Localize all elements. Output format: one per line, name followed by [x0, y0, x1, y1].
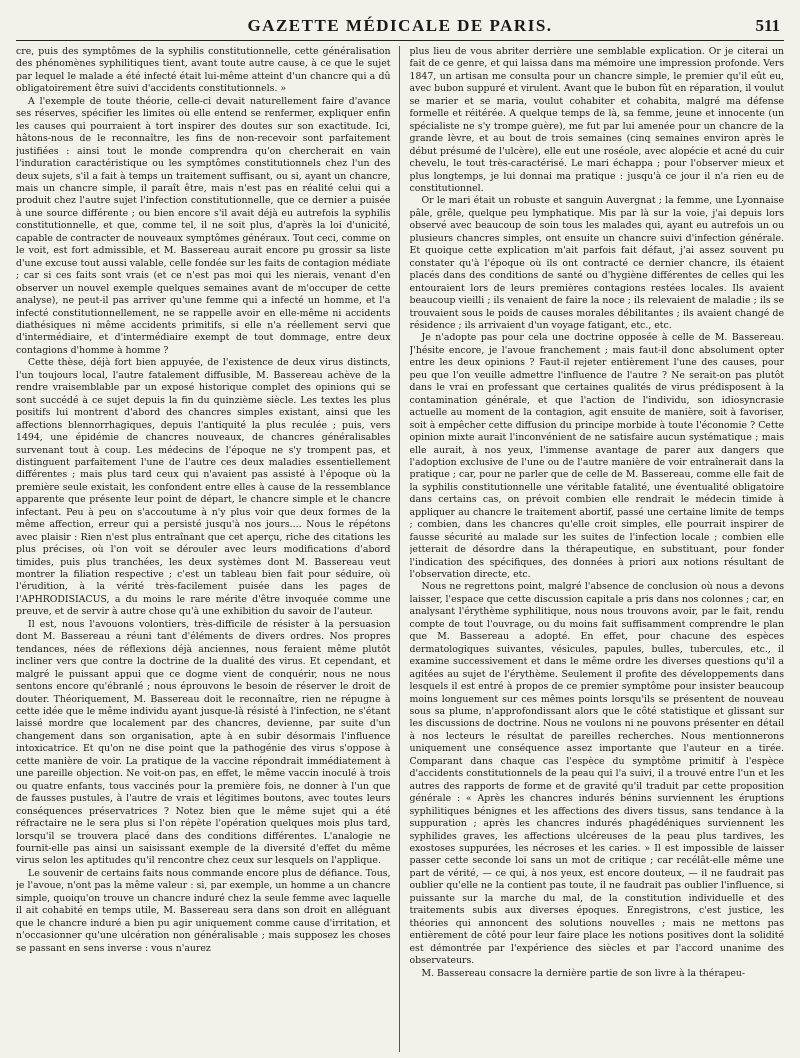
left-column — [16, 46, 400, 1052]
text-columns — [16, 46, 784, 1052]
paragraph: A l'exemple de toute théorie, celle-ci devait naturellement faire d'avance ses réserves, spécifier les limites où elle entend se renfermer, expliquer enfin les causes qui pourraient à tort inspirer des doutes sur son exactitude. Ici, hâtons-nous de le reconnaître, les fins de non-recevoir sont parfaitement justifiées : ainsi tout le monde comprendra qu'on chercherait en vain l'induration caractéristique ou les symptômes constitutionnels chez l'un des deux sujets, s'il a fait à temps un traitement suffisant, ou si, ayant un chancre, mais un chancre simple, il paraît être, mais n'est pas en réalité celui qui a produit chez l'autre sujet l'infection constitutionnelle, que ce dernier a puisée à une source différente ; ou bien encore s'il avait déjà eu autrefois la syphilis constitutionnelle, et que, comme tel, il ne soit plus, d'après la loi d'unicité, capable de contracter de nouveaux symptômes généraux. Tout ceci, comme on le voit, est fort admissible, et M. Bassereau aurait encore pu grossir sa liste d'une excuse tout aussi valable, celle fondée sur les faits de contagion médiate ; car si ces faits sont vrais (et ce n'est pas moi qui les nierais, venant d'en observer un nouvel exemple quelques semaines avant de m'occuper de cette analyse), ne peut-il pas arriver qu'une femme qui a infecté un homme, et l'a infecté constitutionnellement, ne se rappelle avoir en elle-même ni accidents diathésiques ni même accidents primitifs, si elle n'a réellement servi que d'intermédiaire, et d'intermédiaire exempt de tout dommage, entre deux contagions d'homme à homme ? — [16, 95, 391, 356]
paragraph: Le souvenir de certains faits nous commande encore plus de défiance. Tous, je l'avoue, n'ont pas la même valeur : si, par exemple, un homme a un chancre simple, quoiqu'on trouve un chancre induré chez la seule femme avec laquelle il ait cohabité en temps utile, M. Bassereau sera dans son droit en alléguant que le chancre induré a bien pu agir uniquement comme cause d'irritation, et n'occasionner qu'une ulcération non généralisable ; mais supposez les choses se passant en sens inverse : vous n'aurez — [16, 867, 391, 954]
page-number: 511 — [755, 16, 780, 35]
right-column — [410, 46, 785, 1052]
paragraph: Cette thèse, déjà fort bien appuyée, de l'existence de deux virus distincts, l'un toujours local, l'autre fatalement diffusible, M. Bassereau achève de la rendre vraisemblable par un exposé historique complet des opinions qui se sont succédé à ce sujet depuis la fin du quinzième siècle. Les textes les plus positifs lui montrent d'abord des chancres simples existant, ainsi que les affections blennorrhagiques, depuis l'antiquité la plus reculée ; puis, vers 1494, une épidémie de chancres nouveaux, de chancres généralisables survenant tout à coup. Les médecins de l'époque ne s'y trompent pas, et distinguent parfaitement l'une de l'autre ces deux maladies essentiellement différentes ; mais plus tard ceux qui n'avaient pas assisté à l'époque où la première seule existait, les confondent entre elles à cause de la ressemblance apparente que présente leur point de départ, le chancre simple et le chancre infectant. Peu à peu on s'accoutume à n'y plus voir que deux formes de la même affection, erreur qui a persisté jusqu'à nos jours.... Nous le répétons avec plaisir : Rien n'est plus entraînant que cet aperçu, riche des citations les plus précises, où l'on voit se dérouler avec leurs modifications d'abord timides, puis plus tranchées, les deux systèmes dont M. Bassereau veut montrer la filiation respective ; c'est un tableau bien fait pour séduire, où l'érudition, à la vérité très-facilement puisée dans les pages de l'APHRODISIACUS, a du moins le rare mérite d'être invoquée comme une preuve, et de servir à autre chose qu'à une exhibition du savoir de l'auteur. — [16, 357, 391, 618]
paragraph: Nous ne regrettons point, malgré l'absence de conclusion où nous a devons laisser, l'espace que cette discussion capitale a pris dans nos colonnes ; car, en analysant l'érythème syphilitique, nous nous trouvons avoir, par le fait, rendu compte de tout l'ouvrage, ou du moins fait suffisamment comprendre le plan que M. Bassereau a adopté. En effet, pour chacune des espèces dermatologiques suivantes, vésicules, papules, bulles, tubercules, etc., il examine successivement et dans le même ordre les diverses questions qu'il a agitées au sujet de l'érythème. Seulement il profite des développements dans lesquels il est entré à propos de ce premier symptôme pour insister beaucoup moins longuement sur ces mêmes points lorsqu'ils se présentent de nouveau sous sa plume, n'approfondissant alors que le côté statistique et glissant sur les discussions de doctrine. Nous ne voulons ni ne pouvons présenter en détail à nos lecteurs le résultat de pareilles recherches. Nous mentionnerons uniquement une conséquence assez importante que l'auteur en a tirée. Comparant dans chaque cas l'espèce du symptôme primitif à l'espèce d'accidents constitutionnels de la peau qui l'a suivi, il a trouvé entre l'un et les autres des rapports de forme et de gravité qu'il traduit par cette proposition générale : « Après les chancres indurés bénins surviennent les éruptions syphilitiques bénignes et les affections des divers tissus, sans tendance à la suppuration ; après les chancres indurés phagédéniques surviennent les syphilides graves, les affections ulcéreuses de la peau plus tardives, les exostoses suppurées, les nécroses et les caries. » Il est impossible de laisser passer cette seconde loi sans un mot de critique ; car recélât-elle même une part de vérité, — ce qui, à nos yeux, est encore douteux, — il ne faudrait pas oublier qu'elle ne la contient pas toute, il ne faudrait pas oublier l'influence, si puissante sur la marche du mal, de la constitution individuelle et des traitements subis aux diverses époques. Enregistrons, c'est justice, les théories qui annoncent des solutions nouvelles ; mais ne mettons pas entièrement de côté pour leur faire place les notions positives dont la solidité est démontrée par l'expérience des siècles et par l'accord unanime des observateurs. — [409, 581, 784, 967]
journal-title: GAZETTE MÉDICALE DE PARIS. — [247, 16, 553, 35]
paragraph: plus lieu de vous abriter derrière une semblable explication. Or je citerai un fait de ce genre, et qui laissa dans ma mémoire une impression profonde. Vers 1847, un artisan me consulta pour un chancre simple, le premier qu'il eût eu, avec bubon suppuré et virulent. Avant que le bubon fût en réparation, il voulut se marier et se maria, voulut cohabiter et cohabita, malgré ma défense formelle et réitérée. A quelque temps de là, sa femme, jeune et innocente (un spécialiste ne s'y trompe guère), me fut par lui amenée pour un chancre de la grande lèvre, et au bout de trois semaines (cinq semaines environ après le début présumé de l'ulcère), elle eut une roséole, avec alopécie et acné du cuir chevelu, le tout très-caractérisé. Le mari échappa ; pour l'observer mieux et plus longtemps, je lui donnai ma pratique : jusqu'à ce jour il n'a rien eu de constitutionnel. — [409, 46, 784, 194]
paragraph: Or le mari était un robuste et sanguin Auvergnat ; la femme, une Lyonnaise pâle, grêle, quelque peu lymphatique. Mis par là sur la voie, j'ai depuis lors observé avec beaucoup de soin tous les malades qui, ayant eu autrefois un ou plusieurs chancres simples, ont ensuite un chancre suivi d'infection générale. Et quoique cette explication m'ait parfois fait défaut, j'ai assez souvent pu constater qu'à l'époque où ils ont contracté ce dernier chancre, ils étaient placés dans des conditions de santé ou d'hygiène différentes de celles qui les entouraient lors de leurs premières contagions restées locales. Ils avaient beaucoup vieilli ; ils venaient de faire la noce ; ils relevaient de maladie ; ils se trouvaient sous le poids de causes morales débilitantes ; ils avaient changé de résidence ; ils arrivaient d'un voyage fatigant, etc., etc. — [409, 195, 784, 331]
running-header — [16, 14, 784, 41]
paragraph: cre, puis des symptômes de la syphilis constitutionnelle, cette généralisation des phénomènes syphilitiques tient, avant toute autre cause, à ce que le sujet par lequel le malade a été infecté était lui-même atteint d'un chancre qui a dû obligatoirement être suivi d'accidents constitutionnels. » — [16, 46, 391, 95]
paragraph: Je n'adopte pas pour cela une doctrine opposée à celle de M. Bassereau. J'hésite encore, je l'avoue franchement ; mais faut-il donc absolument opter entre les deux opinions ? Faut-il rejeter entièrement l'une des causes, pour peu que l'on veuille admettre l'influence de l'autre ? Ne serait-on pas plutôt dans le vrai en professant que certaines qualités de virus prédisposent à la contamination générale, et que l'action de l'individu, son idiosyncrasie actuelle au moment de la contagion, agit ensuite de manière, soit à favoriser, soit à empêcher cette diffusion du principe morbide à toute l'économie ? Cette opinion mixte aurait l'inconvénient de ne satisfaire aucun systématique ; mais elle aurait, à nos yeux, l'immense avantage de parer aux dangers que l'adoption exclusive de l'une ou de l'autre manière de voir entraînerait dans la pratique ; car, pour ne parler que de celle de M. Bassereau, comme elle fait de la syphilis constitutionnelle une véritable fatalité, une éventualité obligatoire dans certains cas, on prévoit combien elle rendrait le médecin timide à appliquer au chancre le traitement abortif, passé une certaine limite de temps ; combien, dans les chancres qu'elle croit simples, elle pourrait inspirer de fausse sécurité au malade sur les suites de l'infection locale ; combien elle jetterait de désordre dans la thérapeutique, en substituant, pour fonder l'indication des spécifiques, des données à priori aux notions résultant de l'observation directe, etc. — [409, 332, 784, 581]
paragraph: M. Bassereau consacre la dernière partie de son livre à la thérapeu- — [421, 967, 746, 979]
paragraph: Il est, nous l'avouons volontiers, très-difficile de résister à la persuasion dont M. Bassereau a réuni tant d'éléments de divers ordres. Nos propres tendances, nées de réflexions déjà anciennes, nous feraient même plutôt incliner vers que contre la doctrine de la dualité des virus. Et cependant, et malgré le puissant appui que ce dogme vient de conquérir, nous ne nous sentons encore qu'ébranlé ; nous éprouvons le besoin de réserver le droit de douter. Théoriquement, M. Bassereau doit le reconnaître, rien ne répugne à cette idée que le même individu ayant jusque-là résisté à l'infection, ne s'étant laissé mordre que localement par des chancres, devienne, par suite d'un changement dans son organisation, apte à en subir désormais l'influence intoxicatrice. Et qu'on ne dise point que la pathogénie des virus s'oppose à cette manière de voir. La pratique de la vaccine répondrait immédiatement à une pareille objection. Ne voit-on pas, en effet, le même vaccin inoculé à trois ou quatre enfants, tous vaccinés pour la première fois, ne donner à l'un que de fausses pustules, à l'autre de vrais et légitimes boutons, avec toutes leurs conséquences préservatrices ? Notez bien que le même sujet qui a été réfractaire ne le sera plus si l'on répète l'opération quelques mois plus tard, lorsqu'il se trouvera placé dans des conditions différentes. L'analogie ne fournit-elle pas ainsi un saisissant exemple de la diversité d'effet du même virus selon les aptitudes qu'il rencontre chez ceux sur lesquels on l'applique. — [16, 618, 391, 867]
